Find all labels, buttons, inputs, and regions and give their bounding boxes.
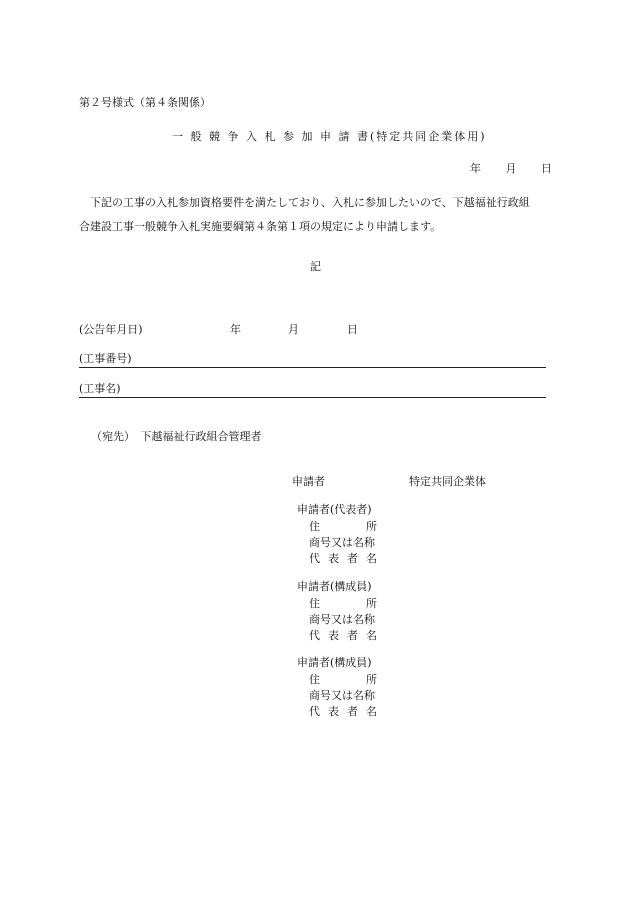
project-number-label: (工事番号)	[79, 352, 132, 365]
applicant-block-head: 申請者(構成員)	[297, 656, 372, 669]
application-statement	[79, 191, 554, 239]
address-label: 住 所	[309, 520, 377, 533]
submission-date	[470, 162, 552, 176]
statement-line-1: 下記の工事の入札参加資格要件を満たしており、入札に参加したいので、下越福祉行政組	[90, 196, 530, 209]
notice-month: 月	[288, 323, 299, 336]
notice-date-label: (公告年月日)	[79, 323, 143, 336]
project-name-field	[79, 382, 546, 398]
project-number-field	[79, 352, 546, 368]
date-day: 日	[541, 162, 552, 175]
address-label: 住 所	[309, 673, 377, 686]
applicant-block-head: 申請者(構成員)	[297, 580, 372, 593]
representative-name-label: 代 表 者 名	[309, 552, 377, 565]
statement-line-2: 合建設工事一般競争入札実施要綱第４条第１項の規定により申請します。	[79, 220, 442, 233]
company-name-label: 商号又は名称	[309, 536, 375, 549]
notice-year: 年	[230, 323, 241, 336]
company-name-label: 商号又は名称	[309, 689, 375, 702]
date-month: 月	[505, 162, 517, 175]
representative-name-label: 代 表 者 名	[309, 629, 377, 642]
representative-name-label: 代 表 者 名	[309, 705, 377, 718]
address-label: 住 所	[309, 597, 377, 610]
form-number: 第２号様式（第４条関係）	[79, 96, 211, 109]
project-name-label: (工事名)	[79, 382, 121, 395]
company-name-label: 商号又は名称	[309, 613, 375, 626]
ki-heading: 記	[310, 260, 321, 273]
joint-venture-label: 特定共同企業体	[409, 475, 486, 488]
applicant-block-head: 申請者(代表者)	[297, 503, 372, 516]
date-year: 年	[470, 162, 481, 175]
document-title: 一 般 競 争 入 札 参 加 申 請 書(特定共同企業体用)	[172, 130, 487, 143]
applicant-label: 申請者	[292, 475, 325, 488]
notice-day: 日	[347, 323, 358, 336]
addressee: （宛先） 下越福祉行政組合管理者	[91, 430, 262, 443]
